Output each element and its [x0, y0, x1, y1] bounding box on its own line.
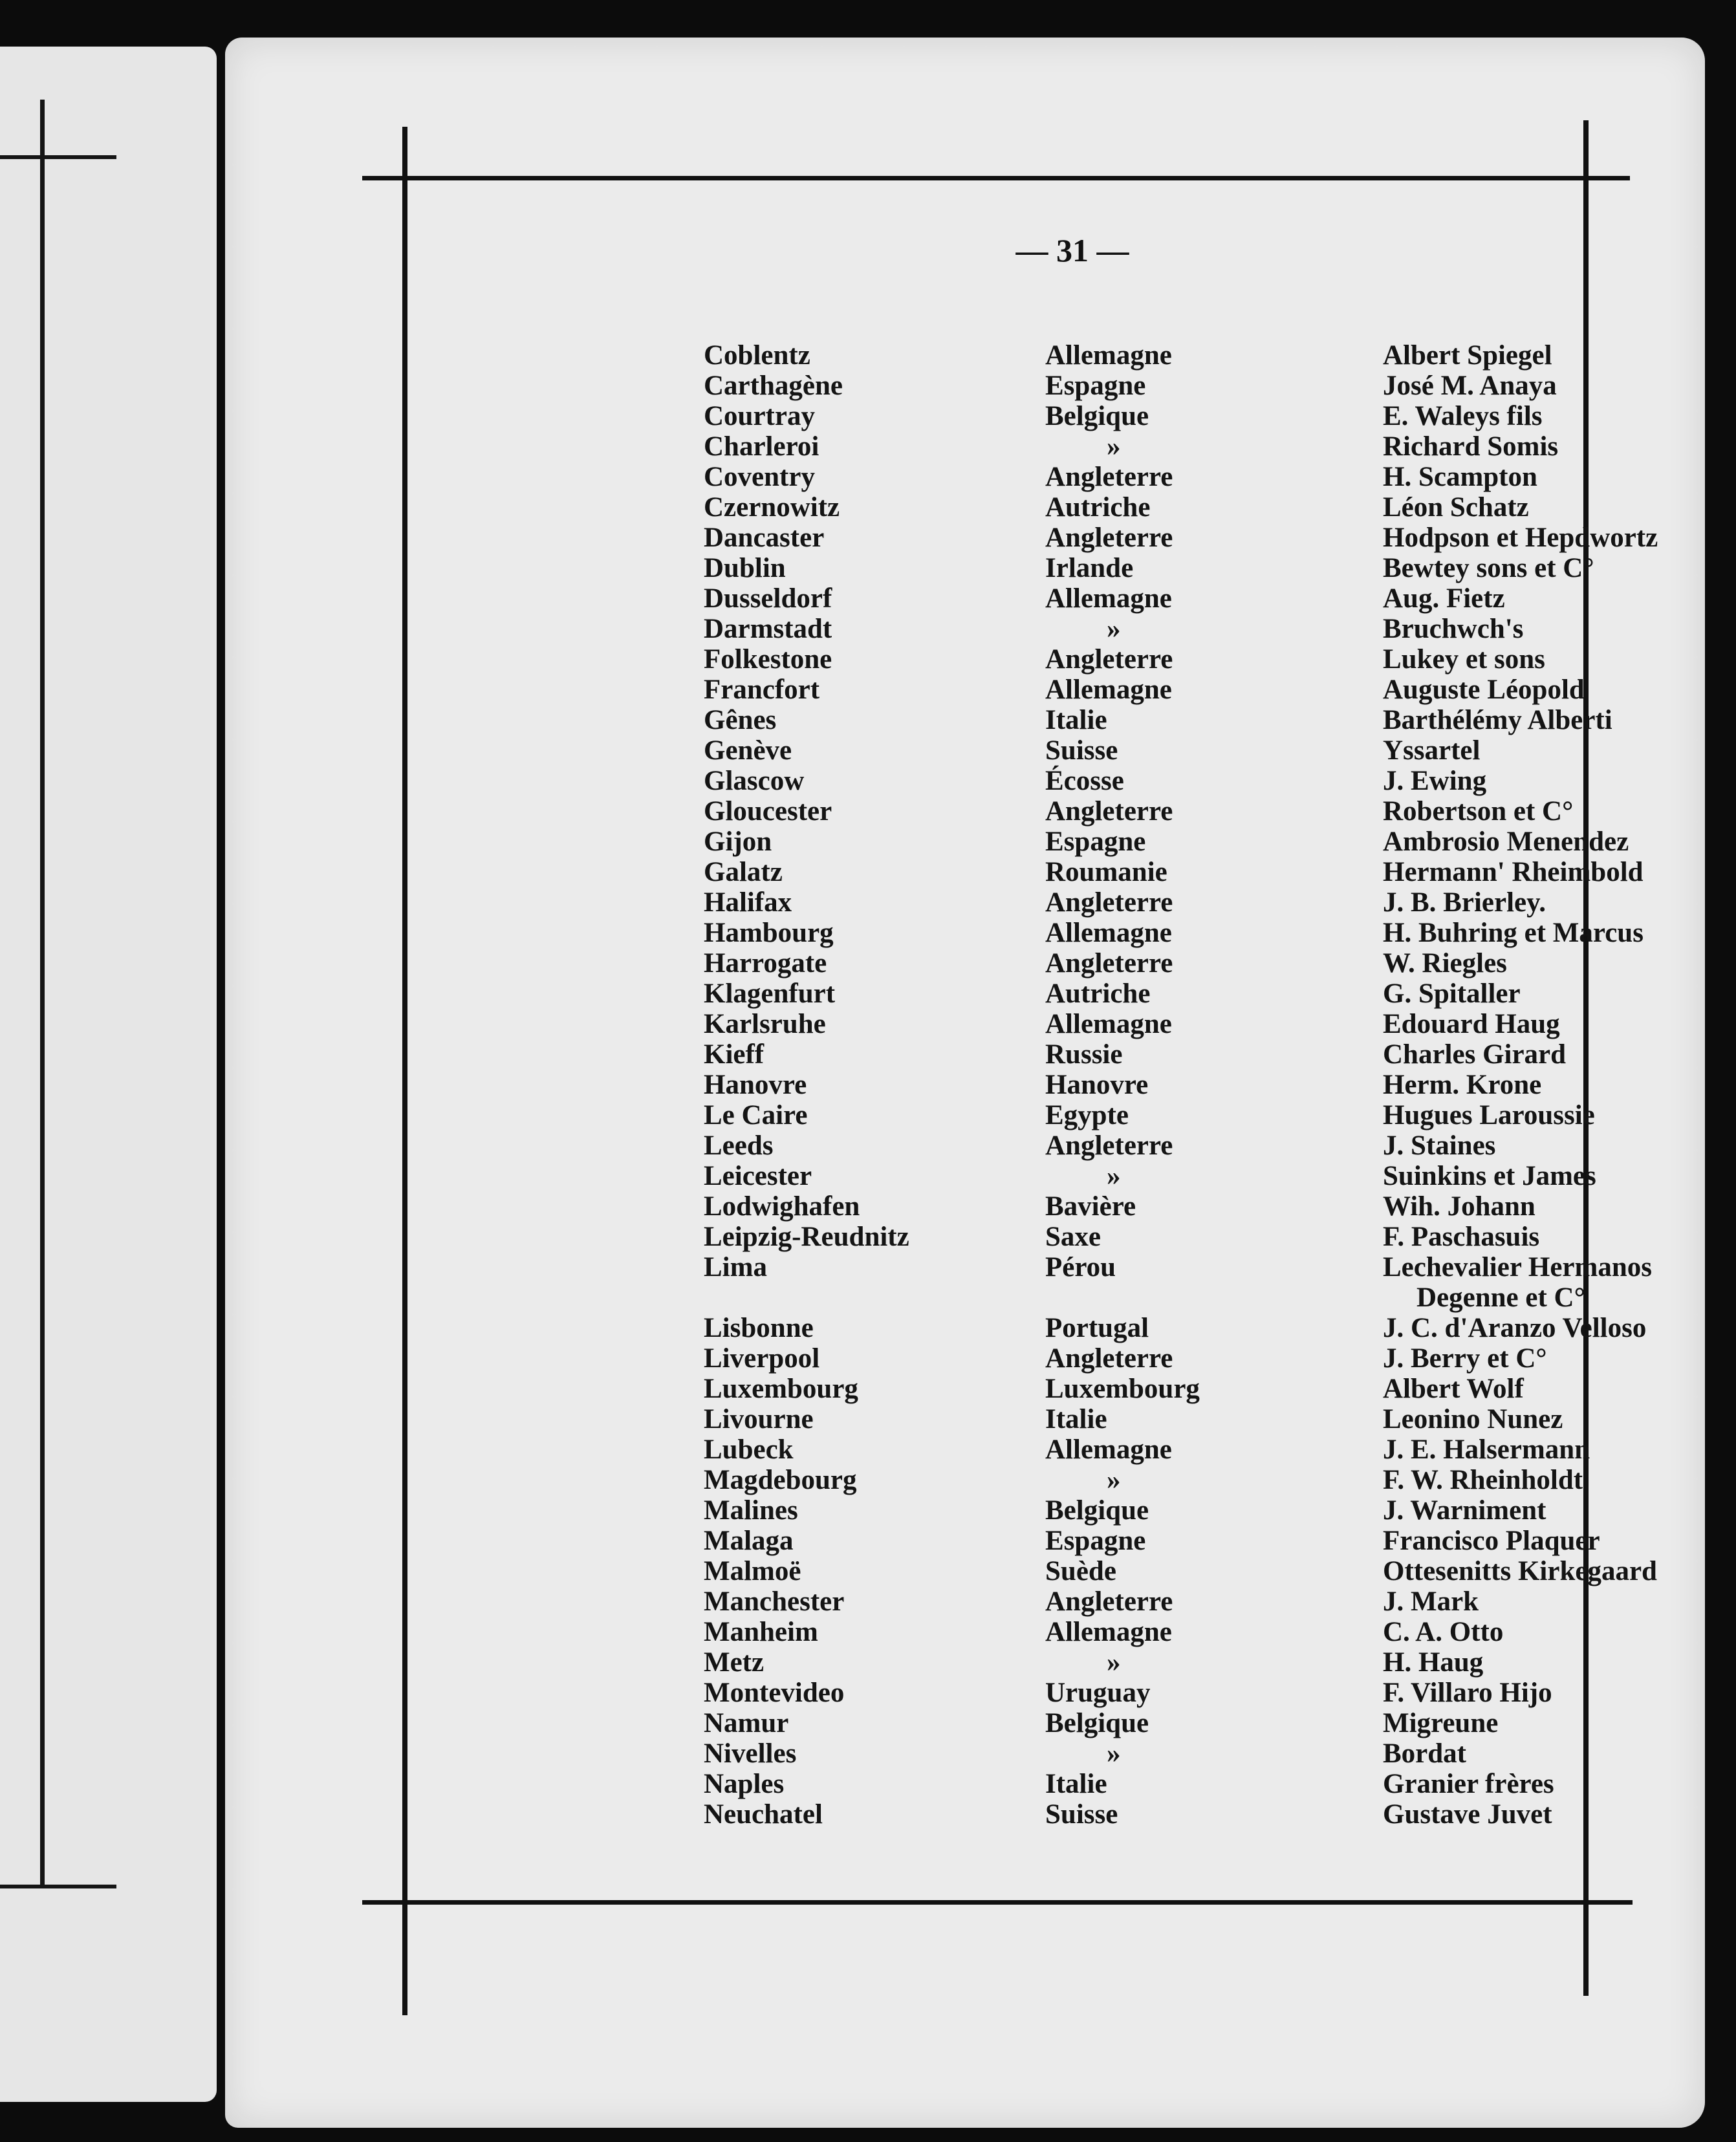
frame-top-line [362, 176, 1630, 180]
country-name: Allemagne [1045, 918, 1172, 948]
city-name: Leipzig-Reudnitz [704, 1222, 909, 1252]
city-name: Malines [704, 1495, 798, 1526]
country-name: Autriche [1045, 492, 1151, 523]
city-name: Glascow [704, 766, 805, 796]
agent-name: Granier frères [1383, 1769, 1554, 1799]
country-name: Italie [1045, 705, 1107, 735]
country-name: Portugal [1045, 1313, 1149, 1343]
agent-name: Edouard Haug [1383, 1009, 1560, 1039]
country-name: » [1107, 1647, 1121, 1678]
agent-name: Ottesenitts Kirkegaard [1383, 1556, 1657, 1586]
agent-name: Lechevalier Hermanos [1383, 1252, 1652, 1282]
document-page [225, 38, 1705, 2128]
country-name: Espagne [1045, 1526, 1146, 1556]
city-name: Dublin [704, 553, 786, 583]
previous-page-top-rule [0, 155, 116, 159]
agent-name: J. Warniment [1383, 1495, 1546, 1526]
agent-name: Lukey et sons [1383, 644, 1545, 675]
agent-name: E. Waleys fils [1383, 401, 1543, 431]
agent-name: Albert Wolf [1383, 1374, 1524, 1404]
city-name: Klagenfurt [704, 979, 836, 1009]
city-name: Lisbonne [704, 1313, 814, 1343]
agent-name: Hugues Laroussie [1383, 1100, 1595, 1130]
country-name: Angleterre [1045, 887, 1173, 918]
agent-name: Wih. Johann [1383, 1191, 1535, 1222]
country-name: Angleterre [1045, 523, 1173, 553]
city-name: Malmoë [704, 1556, 801, 1586]
agent-name: Hodpson et Hepdwortz [1383, 523, 1658, 553]
city-name: Hanovre [704, 1070, 807, 1100]
agent-name: Bewtey sons et C° [1383, 553, 1594, 583]
agent-name: Degenne et C° [1416, 1282, 1585, 1313]
agent-name: W. Riegles [1383, 948, 1507, 979]
city-name: Namur [704, 1708, 789, 1738]
country-name: Allemagne [1045, 1009, 1172, 1039]
agent-name: J. Mark [1383, 1586, 1479, 1617]
city-name: Manheim [704, 1617, 818, 1647]
agent-name: Ambrosio Menendez [1383, 827, 1629, 857]
country-name: Angleterre [1045, 948, 1173, 979]
city-name: Leicester [704, 1161, 812, 1191]
agent-name: F. Villaro Hijo [1383, 1678, 1552, 1708]
agent-name: H. Buhring et Marcus [1383, 918, 1644, 948]
agent-name: J. C. d'Aranzo Velloso [1383, 1313, 1647, 1343]
agent-name: J. Staines [1383, 1130, 1496, 1161]
agent-name: F. Paschasuis [1383, 1222, 1540, 1252]
city-name: Gijon [704, 827, 772, 857]
country-name: » [1107, 1465, 1121, 1495]
city-name: Carthagène [704, 371, 843, 401]
city-name: Coblentz [704, 340, 810, 371]
agent-name: Robertson et C° [1383, 796, 1574, 827]
frame-bottom-line [362, 1900, 1633, 1905]
city-name: Galatz [704, 857, 783, 887]
city-name: Genève [704, 735, 792, 766]
country-name: » [1107, 614, 1121, 644]
city-name: Naples [704, 1769, 785, 1799]
agent-name: José M. Anaya [1383, 371, 1557, 401]
agent-name: Albert Spiegel [1383, 340, 1552, 371]
previous-page-fragment [0, 47, 217, 2102]
country-name: Angleterre [1045, 1343, 1173, 1374]
country-name: Italie [1045, 1404, 1107, 1434]
city-name: Francfort [704, 675, 820, 705]
city-name: Dancaster [704, 523, 825, 553]
agent-name: Hermann' Rheimbold [1383, 857, 1644, 887]
country-name: Suède [1045, 1556, 1116, 1586]
country-name: » [1107, 1161, 1121, 1191]
city-name: Darmstadt [704, 614, 832, 644]
agent-name: J. B. Brierley. [1383, 887, 1546, 918]
agent-name: J. E. Halsermann [1383, 1434, 1590, 1465]
city-name: Livourne [704, 1404, 814, 1434]
city-name: Malaga [704, 1526, 794, 1556]
agent-name: Herm. Krone [1383, 1070, 1542, 1100]
city-name: Luxembourg [704, 1374, 858, 1404]
city-name: Lodwighafen [704, 1191, 860, 1222]
city-name: Le Caire [704, 1100, 808, 1130]
city-name [704, 1282, 909, 1313]
country-name: Hanovre [1045, 1070, 1149, 1100]
agent-name: J. Ewing [1383, 766, 1487, 796]
country-name: Belgique [1045, 1708, 1149, 1738]
country-name: Angleterre [1045, 1130, 1173, 1161]
country-name: Allemagne [1045, 340, 1172, 371]
agent-name: Gustave Juvet [1383, 1799, 1552, 1830]
country-name: Belgique [1045, 401, 1149, 431]
agent-name: Bordat [1383, 1738, 1466, 1769]
city-name: Coventry [704, 462, 815, 492]
country-name: Italie [1045, 1769, 1107, 1799]
country-name: Suisse [1045, 1799, 1118, 1830]
agent-name: Barthélémy Alberti [1383, 705, 1612, 735]
country-name: Espagne [1045, 827, 1146, 857]
agent-name: H. Haug [1383, 1647, 1484, 1678]
agent-name: Léon Schatz [1383, 492, 1529, 523]
country-name: Pérou [1045, 1252, 1116, 1282]
country-name: Saxe [1045, 1222, 1101, 1252]
agent-name: Leonino Nunez [1383, 1404, 1563, 1434]
city-name: Karlsruhe [704, 1009, 826, 1039]
agent-name: Aug. Fietz [1383, 583, 1505, 614]
agent-name: G. Spitaller [1383, 979, 1521, 1009]
agent-name: Charles Girard [1383, 1039, 1567, 1070]
page-number: — 31 — [1015, 232, 1129, 268]
country-name: Allemagne [1045, 1434, 1172, 1465]
country-name: Bavière [1045, 1191, 1136, 1222]
country-name: Roumanie [1045, 857, 1167, 887]
city-name: Gloucester [704, 796, 832, 827]
agent-name: C. A. Otto [1383, 1617, 1504, 1647]
city-name: Leeds [704, 1130, 774, 1161]
city-name: Dusseldorf [704, 583, 832, 614]
agent-name: Richard Somis [1383, 431, 1559, 462]
city-name: Lubeck [704, 1434, 794, 1465]
frame-left-line [402, 127, 407, 2015]
city-name: Charleroi [704, 431, 819, 462]
country-name: Irlande [1045, 553, 1134, 583]
country-name: Belgique [1045, 1495, 1149, 1526]
city-name: Folkestone [704, 644, 832, 675]
country-name: Angleterre [1045, 796, 1173, 827]
agent-name: J. Berry et C° [1383, 1343, 1547, 1374]
country-name: Espagne [1045, 371, 1146, 401]
city-name: Kieff [704, 1039, 765, 1070]
country-name: » [1107, 431, 1121, 462]
city-name: Montevideo [704, 1678, 845, 1708]
country-name: Luxembourg [1045, 1374, 1200, 1404]
city-name: Nivelles [704, 1738, 797, 1769]
city-name: Metz [704, 1647, 765, 1678]
agent-name: Migreune [1383, 1708, 1499, 1738]
city-name: Magdebourg [704, 1465, 857, 1495]
previous-page-bottom-rule [0, 1885, 116, 1888]
agent-column [1383, 340, 1658, 1830]
country-name: Angleterre [1045, 1586, 1173, 1617]
country-column [1045, 340, 1200, 1830]
country-name: Suisse [1045, 735, 1118, 766]
country-name: Angleterre [1045, 462, 1173, 492]
country-name: Allemagne [1045, 675, 1172, 705]
city-name: Hambourg [704, 918, 834, 948]
city-name: Gênes [704, 705, 777, 735]
country-name: Écosse [1045, 766, 1124, 796]
agent-name: Suinkins et James [1383, 1161, 1596, 1191]
city-column [704, 340, 909, 1830]
country-name: Russie [1045, 1039, 1123, 1070]
previous-page-frame-line [40, 100, 45, 1885]
country-name: » [1107, 1738, 1121, 1769]
country-name: Angleterre [1045, 644, 1173, 675]
country-name: Allemagne [1045, 583, 1172, 614]
country-name: Egypte [1045, 1100, 1129, 1130]
country-name: Autriche [1045, 979, 1151, 1009]
agent-name: H. Scampton [1383, 462, 1537, 492]
country-name: Uruguay [1045, 1678, 1151, 1708]
agent-name: Bruchwch's [1383, 614, 1524, 644]
country-name [1045, 1282, 1200, 1313]
city-name: Courtray [704, 401, 815, 431]
agent-name: Francisco Plaquer [1383, 1526, 1600, 1556]
city-name: Liverpool [704, 1343, 820, 1374]
agent-name: Auguste Léopold [1383, 675, 1585, 705]
city-name: Neuchatel [704, 1799, 823, 1830]
city-name: Lima [704, 1252, 767, 1282]
city-name: Halifax [704, 887, 792, 918]
city-name: Manchester [704, 1586, 845, 1617]
agent-name: F. W. Rheinholdt [1383, 1465, 1583, 1495]
agent-name: Yssartel [1383, 735, 1481, 766]
city-name: Czernowitz [704, 492, 840, 523]
city-name: Harrogate [704, 948, 827, 979]
country-name: Allemagne [1045, 1617, 1172, 1647]
